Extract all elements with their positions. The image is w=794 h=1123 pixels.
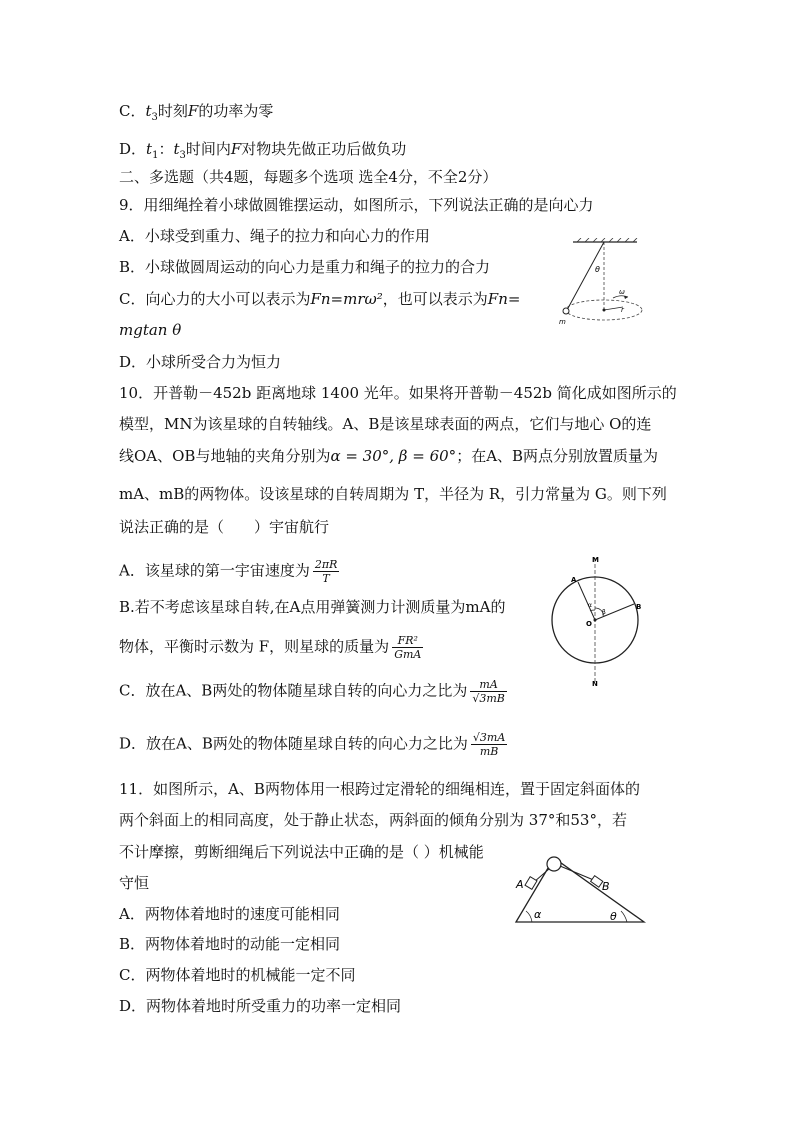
q8-option-d: D．$t_1$：$t_3$时间内F对物块先做正功后做负功 bbox=[119, 140, 407, 161]
a-label: A bbox=[571, 576, 577, 584]
q11-line1: 11．如图所示，A、B两物体用一根跨过定滑轮的细绳相连，置于固定斜面体的 bbox=[119, 780, 640, 798]
q9-option-a: A．小球受到重力、绳子的拉力和向心力的作用 bbox=[119, 227, 430, 245]
q10-line3: 线OA、OB与地轴的夹角分别为α = 30°, β = 60°；在A、B两点分别放置质量为 bbox=[119, 447, 659, 465]
q10-option-d: D．放在A、B两处的物体随星球自转的向心力之比为 $\frac{√3mA}{mB}$ bbox=[119, 731, 506, 758]
q11-option-d: D．两物体着地时所受重力的功率一定相同 bbox=[119, 997, 402, 1015]
mass-label: m bbox=[559, 318, 566, 326]
q9-option-c-cont: mgtan θ bbox=[119, 321, 182, 339]
q10-line2: 模型，MN为该星球的自转轴线。A、B是该星球表面的两点，它们与地心 O的连 bbox=[119, 415, 652, 433]
fraction: $\frac{2\pi R}{T}$ bbox=[314, 558, 338, 585]
q10-option-b-line1: B.若不考虑该星球自转,在A点用弹簧测力计测质量为mA的 bbox=[119, 598, 506, 616]
q9-stem: 9．用细绳拴着小球做圆锥摆运动，如图所示，下列说法正确的是向心力 bbox=[119, 196, 594, 214]
fraction: $\frac{mA}{√3mB}$ bbox=[472, 678, 505, 705]
alpha-label: α bbox=[588, 602, 592, 609]
omega-label: ω bbox=[619, 288, 625, 296]
incline-pulley-figure bbox=[512, 848, 648, 926]
q11-option-b: B．两物体着地时的动能一定相同 bbox=[119, 935, 341, 953]
o-label: O bbox=[586, 620, 592, 628]
q10-option-b-line2: 物体，平衡时示数为 F，则星球的质量为 $\frac{\text{FR²}}{\text{GmA}}$ bbox=[119, 634, 422, 661]
q11-option-a: A．两物体着地时的速度可能相同 bbox=[119, 905, 340, 923]
q11-line4: 守恒 bbox=[119, 874, 150, 892]
q10-option-c: C．放在A、B两处的物体随星球自转的向心力之比为 $\frac{mA}{√3mB}$ bbox=[119, 678, 505, 705]
q9-option-c: C．向心力的大小可以表示为Fn=mrω²，也可以表示为Fn= bbox=[119, 290, 521, 308]
a-label: A bbox=[516, 878, 524, 891]
q8-option-c: C．$t_3$时刻F的功率为零 bbox=[119, 102, 274, 123]
theta-label: θ bbox=[610, 910, 617, 923]
conical-pendulum-figure bbox=[555, 238, 655, 330]
q11-option-c: C．两物体着地时的机械能一定不同 bbox=[119, 966, 356, 984]
m-label: M bbox=[592, 556, 599, 564]
b-label: B bbox=[602, 880, 610, 893]
b-label: B bbox=[636, 603, 642, 611]
q9-option-d: D．小球所受合力为恒力 bbox=[119, 353, 282, 371]
theta-label: θ bbox=[595, 265, 600, 274]
fraction: $\frac{√3mA}{mB}$ bbox=[472, 731, 506, 758]
q10-option-a: A．该星球的第一宇宙速度为 $\frac{2\pi R}{T}$ bbox=[119, 558, 338, 585]
radius-label: r bbox=[621, 306, 624, 314]
q10-line5: 说法正确的是（ ）宇宙航行 bbox=[119, 518, 330, 536]
alpha-label: α bbox=[534, 908, 542, 921]
q11-line3: 不计摩擦，剪断细绳后下列说法中正确的是（ ）机械能 bbox=[119, 843, 484, 861]
n-label: N bbox=[592, 680, 598, 688]
section2-header: 二、多选题（共4题，每题多个选项 选全4分，不全2分） bbox=[119, 168, 498, 186]
q11-line2: 两个斜面上的相同高度，处于静止状态，两斜面的倾角分别为 37°和53°，若 bbox=[119, 811, 627, 829]
q9-option-b: B．小球做圆周运动的向心力是重力和绳子的拉力的合力 bbox=[119, 258, 491, 276]
beta-label: β bbox=[602, 609, 606, 616]
q10-line4: mA、mB的两物体。设该星球的自转周期为 T，半径为 R，引力常量为 G。则下列 bbox=[119, 485, 667, 503]
q10-line1: 10．开普勒－452b 距离地球 1400 光年。如果将开普勒－452b 简化成如图所示的 bbox=[119, 384, 677, 402]
fraction: $\frac{\text{FR²}}{\text{GmA}}$ bbox=[394, 634, 422, 661]
planet-axis-figure bbox=[550, 552, 650, 688]
